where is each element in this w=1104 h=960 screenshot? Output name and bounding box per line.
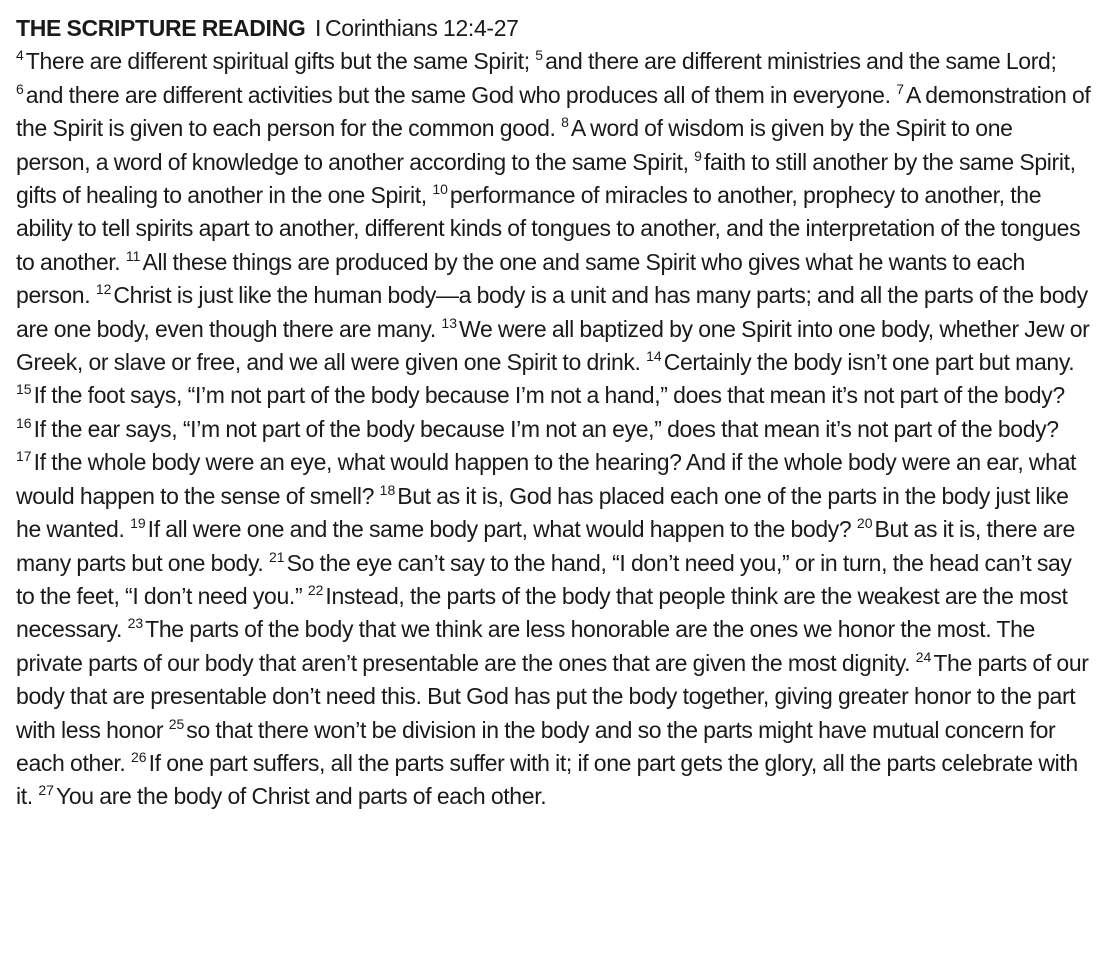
verse-text: and there are different ministries and the same Lord; xyxy=(545,48,1057,75)
verse-text: faith to still another by the same Spirit, gifts of healing to another in the one Spirit, xyxy=(16,148,1076,209)
verse-text: The parts of the body that we think are less honorable are the ones we honor the most. The private parts of our body that aren’t presentable are the ones that are given the most dignity. xyxy=(16,616,1035,676)
verse-text: But as it is, there are many parts but one body. xyxy=(16,516,1075,576)
verse-number: 13 xyxy=(441,314,457,331)
verse-text: Certainly the body isn’t one part but many. xyxy=(663,349,1075,376)
verse-number: 22 xyxy=(307,581,324,598)
verse-text: performance of miracles to another, prophecy to another, the ability to tell spirits apart to another, different kinds of tongues to another, and the interpretation of the tongues to another. xyxy=(16,182,1081,275)
verse-number: 9 xyxy=(694,147,702,164)
verse-text: So the eye can’t say to the hand, “I don’t need you,” or in turn, the head can’t say to the feet, “I don’t need you.” xyxy=(16,549,1072,609)
verse-number: 5 xyxy=(535,47,544,64)
scripture-reference: Corinthians 12:4-27 xyxy=(325,15,519,41)
verse-number: 19 xyxy=(130,515,146,532)
verse-number: 16 xyxy=(16,414,32,431)
verse-number: 14 xyxy=(646,348,662,365)
verse-text: If the foot says, “I’m not part of the body because I’m not a hand,” does that mean it’s not part of the body? xyxy=(33,382,1065,409)
verse-number: 26 xyxy=(131,748,147,765)
verse-number: 8 xyxy=(561,114,569,131)
verse-text: There are different spiritual gifts but the same Spirit; xyxy=(25,48,530,75)
verse-number: 17 xyxy=(16,448,32,465)
verse-number: 18 xyxy=(379,481,396,498)
verse-number: 24 xyxy=(915,648,932,665)
verse-text: If one part suffers, all the parts suffer with it; if one part gets the glory, all the parts celebrate with it. xyxy=(16,749,1078,810)
verse-number: 4 xyxy=(16,47,24,64)
verse-text: A demonstration of the Spirit is given to each person for the common good. xyxy=(16,81,1091,142)
verse-number: 25 xyxy=(168,715,185,732)
verse-number: 7 xyxy=(896,80,904,97)
verse-text: so that there won’t be division in the body and so the parts might have mutual concern for each other. xyxy=(16,716,1056,776)
document-page[interactable] xyxy=(16,12,1092,814)
verse-text: You are the body of Christ and parts of each other. xyxy=(55,783,547,810)
heading-separator: I xyxy=(314,15,321,41)
verse-text: If the ear says, “I’m not part of the body because I’m not an eye,” does that mean it’s not part of the body? xyxy=(33,415,1059,442)
verse-number: 15 xyxy=(16,381,32,398)
verse-text: We were all baptized by one Spirit into one body, whether Jew or Greek, or slave or free, and we all were given one Spirit to drink. xyxy=(16,315,1090,376)
verse-text: The parts of our body that are presentable don’t need this. But God has put the body together, giving greater honor to the part with less honor xyxy=(16,649,1089,743)
verse-text: But as it is, God has placed each one of the parts in the body just like he wanted. xyxy=(16,482,1069,543)
verse-number: 23 xyxy=(127,615,144,632)
verse-text: and there are different activities but the same God who produces all of them in everyone. xyxy=(25,81,891,108)
verse-number: 20 xyxy=(856,515,873,532)
verse-text: All these things are produced by the one and same Spirit who gives what he wants to each person. xyxy=(16,248,1025,309)
verse-number: 21 xyxy=(269,548,285,565)
scripture-passage[interactable] xyxy=(16,45,1092,813)
verse-text: Christ is just like the human body—a body is a unit and has many parts; and all the parts of the body are one body, even though there are many. xyxy=(16,282,1088,342)
verse-number: 6 xyxy=(16,80,24,97)
heading-title: THE SCRIPTURE READING xyxy=(16,15,306,41)
verse-number: 12 xyxy=(95,281,112,298)
verse-number: 11 xyxy=(125,247,141,264)
verse-number: 10 xyxy=(432,181,448,198)
verse-text: If all were one and the same body part, what would happen to the body? xyxy=(147,516,852,543)
verse-text: Instead, the parts of the body that people think are the weakest are the most necessary. xyxy=(16,582,1068,643)
verse-text: A word of wisdom is given by the Spirit to one person, a word of knowledge to another according to the same Spirit, xyxy=(16,115,1013,175)
verse-text: If the whole body were an eye, what would happen to the hearing? And if the whole body were an ear, what would happen to the sense of smell? xyxy=(16,449,1077,509)
reading-heading xyxy=(16,12,1092,45)
verse-number: 27 xyxy=(38,782,54,799)
